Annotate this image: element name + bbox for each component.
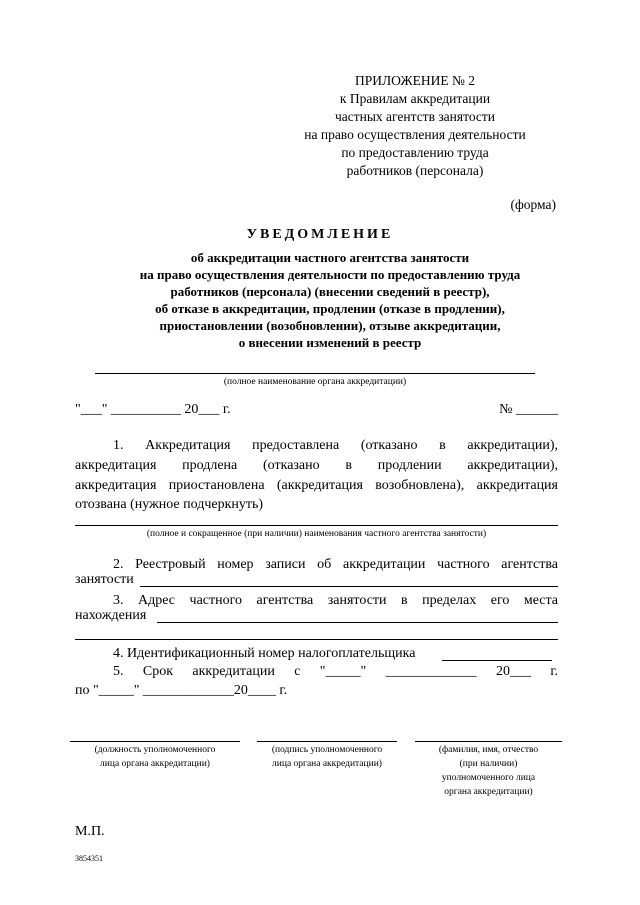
name-caption: (при наличии) <box>459 759 518 769</box>
number-field[interactable]: № ______ <box>499 402 558 417</box>
position-signature-line[interactable] <box>70 741 240 742</box>
name-signature-line[interactable] <box>415 741 562 742</box>
item5-line[interactable]: 5. Срок аккредитации с "_____" _____________ 20___ г. <box>113 664 558 679</box>
header-line: к Правилам аккредитации <box>339 91 491 106</box>
position-caption: (должность уполномоченного <box>94 745 216 755</box>
address-field[interactable] <box>157 622 558 623</box>
inn-field[interactable] <box>442 660 552 661</box>
item4-label: 4. Идентификационный номер налогоплательщика <box>113 646 416 661</box>
subtitle-line: об отказе в аккредитации, продлении (отказе в продлении), <box>155 301 505 316</box>
name-caption: уполномоченного лица <box>441 773 536 783</box>
name-caption: (фамилия, имя, отчество <box>438 745 539 755</box>
subtitle-line: об аккредитации частного агентства занятости <box>190 250 470 265</box>
seal-label: М.П. <box>75 824 105 839</box>
subtitle-line: приостановлении (возобновлении), отзыве аккредитации, <box>159 318 501 333</box>
appendix-label: ПРИЛОЖЕНИЕ № 2 <box>354 73 476 88</box>
agency-name-field[interactable] <box>75 525 558 526</box>
name-caption: органа аккредитации) <box>444 787 533 797</box>
item5-line[interactable]: по "_____" _____________20____ г. <box>75 683 288 698</box>
header-line: по предоставлению труда <box>341 145 489 160</box>
registry-number-field[interactable] <box>140 586 558 587</box>
item3-label: нахождения <box>75 608 147 623</box>
subtitle-line: на право осуществления деятельности по предоставлению труда <box>139 267 521 282</box>
authority-name-field[interactable] <box>95 373 535 374</box>
form-label: (форма) <box>510 197 556 212</box>
agency-caption: (полное и сокращенное (при наличии) наименования частного агентства занятости) <box>146 529 487 539</box>
item1-line: аккредитация приостановлена (аккредитация возобновлена), аккредитация <box>75 478 558 493</box>
authority-caption: (полное наименование органа аккредитации) <box>223 377 407 387</box>
header-line: частных агентств занятости <box>334 109 496 124</box>
header-line: работников (персонала) <box>346 163 484 178</box>
date-field[interactable]: "___" __________ 20___ г. <box>75 402 231 417</box>
subtitle-line: о внесении изменений в реестр <box>238 335 422 350</box>
item1-line: отозвана (нужное подчеркнуть) <box>75 497 264 512</box>
signature-caption: лица органа аккредитации) <box>272 759 382 769</box>
item2-label: занятости <box>75 572 134 587</box>
signature-line[interactable] <box>257 741 397 742</box>
document-title: УВЕДОМЛЕНИЕ <box>246 227 394 242</box>
item1-line: 1. Аккредитация предоставлена (отказано в аккредитации), <box>113 438 558 453</box>
item3-line: 3. Адрес частного агентства занятости в пределах его места <box>113 593 558 608</box>
document-code: 3854351 <box>75 854 103 863</box>
item2-line: 2. Реестровый номер записи об аккредитации частного агентства <box>113 557 558 572</box>
header-line: на право осуществления деятельности <box>304 127 526 142</box>
address-field-extra[interactable] <box>75 639 558 640</box>
item1-line: аккредитация продлена (отказано в продлении аккредитации), <box>75 458 558 473</box>
signature-caption: (подпись уполномоченного <box>271 745 383 755</box>
position-caption: лица органа аккредитации) <box>100 759 210 769</box>
subtitle-line: работников (персонала) (внесении сведений в реестр), <box>170 284 490 299</box>
